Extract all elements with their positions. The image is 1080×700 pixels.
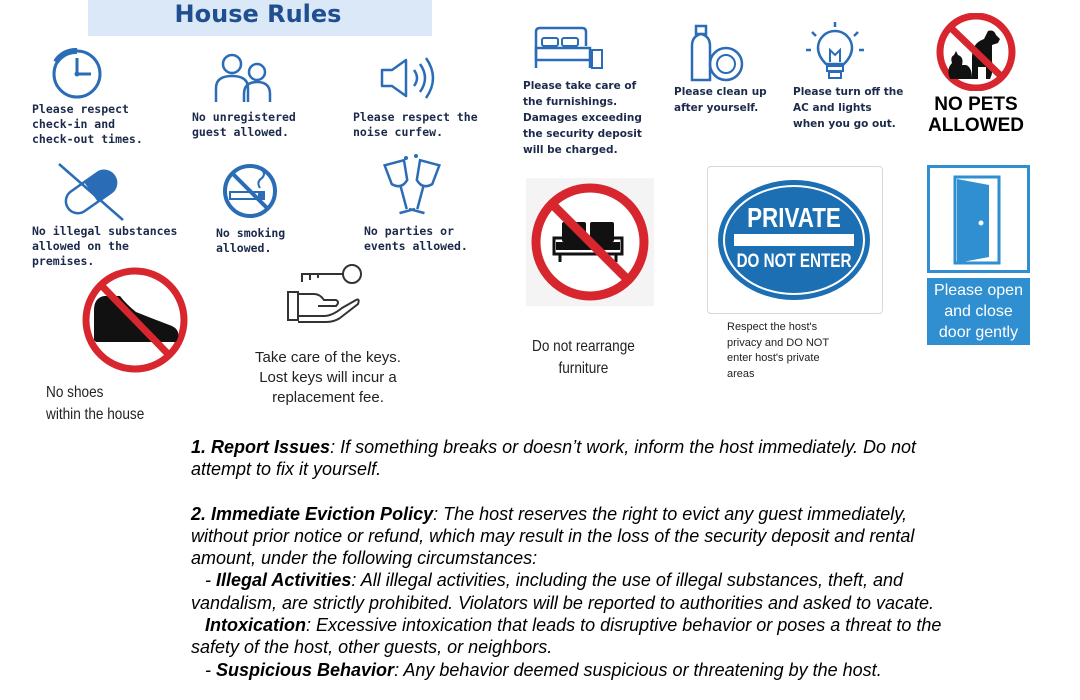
rule-intoxication <box>191 614 951 659</box>
subrule-3-title: Suspicious Behavior <box>216 659 395 680</box>
lightbulb-icon <box>806 22 864 82</box>
guests-caption: No unregistered guest allowed. <box>192 110 296 139</box>
bullet: - <box>205 570 216 591</box>
shoes-caption: No shoes within the house <box>46 384 145 423</box>
door-caption: Please open and close door gently <box>927 278 1030 345</box>
substances-caption: No illegal substances allowed on the premises. <box>32 224 178 268</box>
subrule-2-title: Intoxication <box>205 615 307 636</box>
rule-illegal-activities <box>191 569 951 614</box>
no-smoking-icon <box>216 164 284 218</box>
rule-suspicious-behavior <box>191 659 951 681</box>
private-sign-subtitle: DO NOT ENTER <box>736 251 852 272</box>
rule-1-title: 1. Report Issues <box>191 437 331 457</box>
private-sign-title: PRIVATE <box>747 202 841 233</box>
door-icon <box>927 165 1030 273</box>
subrule-1-text: : All illegal activities, including the use of illegal substances, theft, and vandalism, are strictly prohibited. Violators will be reported to authorities and asked to vacate. <box>191 570 935 613</box>
page-title: House Rules <box>174 0 342 28</box>
pets-caption: NO PETS ALLOWED <box>927 94 1025 136</box>
pill-icon <box>55 162 127 222</box>
keys-caption: Take care of the keys. Lost keys will incur a replacement fee. <box>255 349 401 406</box>
cleanup-caption: Please clean up after yourself. <box>674 86 767 114</box>
parties-caption: No parties or events allowed. <box>364 224 468 253</box>
bed-icon <box>532 24 604 72</box>
private-caption: Respect the host's privacy and DO NOT enter host's private areas <box>727 321 830 380</box>
cleaning-bottle-icon <box>686 22 748 84</box>
power-caption: Please turn off the AC and lights when you go out. <box>793 86 904 130</box>
subrule-3-text: : Any behavior deemed suspicious or threatening by the host. <box>394 659 882 680</box>
rule-report-issues <box>191 436 951 481</box>
furnishings-caption: Please take care of the furnishings. Damages exceeding the security deposit will be charged. <box>523 80 642 156</box>
smoking-caption: No smoking allowed. <box>216 226 286 255</box>
rules-section <box>191 436 951 681</box>
subrule-2-text: : Excessive intoxication that leads to disruptive behavior or poses a threat to the safety of the host, other guests, or neighbors. <box>191 615 942 658</box>
people-icon <box>212 50 278 106</box>
speaker-icon <box>376 56 442 100</box>
key-hand-icon <box>284 262 364 324</box>
rule-eviction-policy <box>191 503 951 570</box>
clock-icon <box>44 44 110 102</box>
no-rearrange-sofa-icon <box>526 178 654 306</box>
champagne-glasses-icon <box>380 154 444 222</box>
noise-caption: Please respect the noise curfew. <box>353 110 478 139</box>
private-sign-icon <box>716 178 872 302</box>
rule-2-title: 2. Immediate Eviction Policy <box>191 503 434 524</box>
no-shoes-icon <box>80 266 190 374</box>
furniture-caption: Do not rearrange furniture <box>532 338 635 377</box>
rule-1-text: : If something breaks or doesn’t work, inform the host immediately. Do not attempt to fix it yourself. <box>191 437 916 480</box>
bullet: - <box>205 659 216 680</box>
no-pets-icon <box>932 13 1020 91</box>
subrule-1-title: Illegal Activities <box>216 570 352 591</box>
rule-2-text: : The host reserves the right to evict any guest immediately, without prior notice or refund, which may result in the loss of the security deposit and rental amount, under the following circumstances: <box>191 503 915 569</box>
bullet-indent <box>191 615 205 635</box>
checkin-caption: Please respect check-in and check-out times. <box>32 102 143 146</box>
